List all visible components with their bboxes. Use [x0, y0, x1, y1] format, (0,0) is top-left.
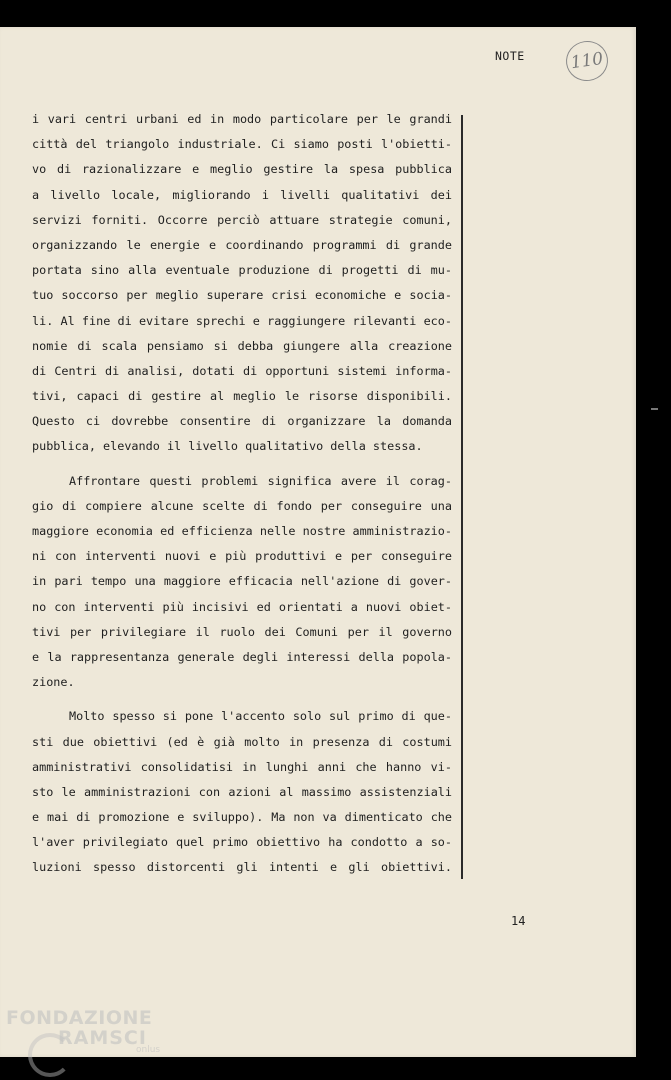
text-line: sti due obiettivi (ed è già molto in presenza di costumi [32, 734, 452, 749]
text-line: vo di razionalizzare e meglio gestire la spesa pubblica [32, 162, 452, 177]
text-line: Questo ci dovrebbe consentire di organizzare la domanda [32, 414, 452, 429]
text-line: luzioni spesso distorcenti gli intenti e gli obiettivi. [32, 860, 452, 875]
body-text [32, 107, 452, 881]
text-line: pubblica, elevando il livello qualitativo della stessa. [32, 439, 423, 454]
text-line: gio di compiere alcune scelte di fondo per conseguire una [32, 498, 452, 513]
text-line: città del triangolo industriale. Ci siamo posti l'obietti- [32, 137, 452, 152]
paragraph-gap [32, 460, 452, 469]
paragraph-2 [32, 469, 452, 696]
text-line: e la rappresentanza generale degli interessi della popola- [32, 649, 452, 664]
paragraph-3 [32, 704, 452, 880]
text-line: tivi per privilegiare il ruolo dei Comuni per il governo [32, 624, 452, 639]
text-line: li. Al fine di evitare sprechi e raggiungere rilevanti eco- [32, 313, 452, 328]
paragraph-gap [32, 695, 452, 704]
margin-rule [461, 115, 463, 879]
page-number: 14 [511, 914, 526, 928]
watermark-line-1: FONDAZIONE [6, 1007, 153, 1029]
text-line: l'aver privilegiato quel primo obiettivo ha condotto a so- [32, 835, 452, 850]
text-line: in pari tempo una maggiore efficacia nell'azione di gover- [32, 574, 452, 589]
text-line: a livello locale, migliorando i livelli qualitativi dei [32, 187, 452, 202]
watermark-line-3: onlus [136, 1045, 161, 1055]
edge-mark [651, 408, 658, 410]
text-line: e mai di promozione e sviluppo). Ma non va dimenticato che [32, 810, 452, 825]
text-line: di Centri di analisi, dotati di opportuni sistemi informa- [32, 363, 452, 378]
note-label: NOTE [495, 49, 525, 63]
text-line: Affrontare questi problemi significa avere il corag- [69, 473, 452, 488]
archive-number-stamp: 110 [563, 38, 610, 83]
text-line: nomie di scala pensiamo si debba giungere alla creazione [32, 338, 452, 353]
text-line: zione. [32, 675, 75, 690]
text-line: servizi forniti. Occorre perciò attuare strategie comuni, [32, 212, 452, 227]
text-line: ni con interventi nuovi e più produttivi e per conseguire [32, 549, 452, 564]
text-line: portata sino alla eventuale produzione di progetti di mu- [32, 263, 452, 278]
text-line: i vari centri urbani ed in modo particolare per le grandi [32, 112, 452, 126]
paragraph-1 [32, 107, 452, 460]
text-line: sto le amministrazioni con azioni al massimo assistenziali [32, 784, 452, 799]
text-line: amministrativi consolidatisi in lunghi anni che hanno vi- [32, 759, 452, 774]
text-line: organizzando le energie e coordinando programmi di grande [32, 237, 452, 252]
text-line: tivi, capaci di gestire al meglio le risorse disponibili. [32, 389, 452, 404]
text-line: Molto spesso si pone l'accento solo sul primo di que- [69, 709, 452, 724]
text-line: tuo soccorso per meglio superare crisi economiche e socia- [32, 288, 452, 303]
watermark-line-2: RAMSCI [58, 1027, 147, 1049]
text-line: no con interventi più incisivi ed orientati a nuovi obiet- [32, 599, 452, 614]
text-line: maggiore economia ed efficienza nelle nostre amministrazio- [32, 524, 452, 538]
